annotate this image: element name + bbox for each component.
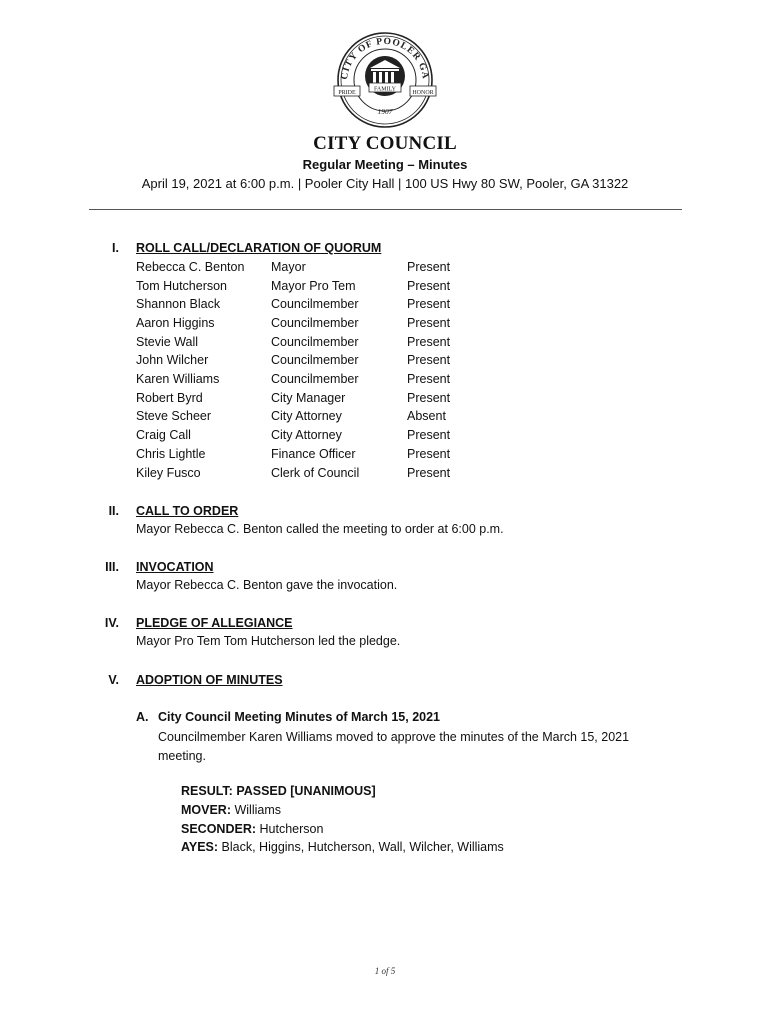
- member-name: Craig Call: [136, 428, 191, 442]
- ayes-value: Black, Higgins, Hutcherson, Wall, Wilcher, Williams: [221, 840, 504, 854]
- page-number: 1 of 5: [374, 966, 396, 976]
- member-status: Present: [407, 335, 451, 349]
- roll-call-row: [136, 428, 536, 446]
- seal-ring-text: CITY OF POOLER GA: [339, 36, 431, 81]
- member-name: Karen Williams: [136, 372, 220, 386]
- member-status: Present: [407, 260, 451, 274]
- seal-year: 1907: [377, 107, 393, 116]
- member-title: Councilmember: [271, 297, 359, 311]
- member-title: Clerk of Council: [271, 466, 360, 480]
- ayes-label: AYES:: [181, 840, 219, 854]
- section-heading: PLEDGE OF ALLEGIANCE: [136, 616, 293, 630]
- document-subtitle: Regular Meeting – Minutes: [302, 157, 468, 172]
- roll-call-row: [136, 335, 536, 353]
- roll-call-row: [136, 353, 536, 371]
- section-text: Mayor Pro Tem Tom Hutcherson led the pledge.: [136, 634, 401, 648]
- member-name: Rebecca C. Benton: [136, 260, 245, 274]
- roll-call-row: [136, 316, 536, 334]
- member-status: Present: [407, 447, 451, 461]
- vote-seconder: [181, 822, 323, 836]
- section-number: IV.: [104, 616, 119, 630]
- member-status: Present: [407, 466, 451, 480]
- section-number: III.: [105, 560, 119, 574]
- member-title: Mayor Pro Tem: [271, 279, 356, 293]
- member-name: Steve Scheer: [136, 409, 212, 423]
- agenda-item-heading: City Council Meeting Minutes of March 15, 2021: [158, 710, 441, 724]
- member-name: Chris Lightle: [136, 447, 206, 461]
- roll-call-row: [136, 260, 536, 278]
- section-heading: INVOCATION: [136, 560, 214, 574]
- member-title: Councilmember: [271, 335, 359, 349]
- seconder-label: SECONDER:: [181, 822, 257, 836]
- member-name: John Wilcher: [136, 353, 209, 367]
- member-title: Councilmember: [271, 316, 359, 330]
- seal-banner-right: HONOR: [412, 90, 434, 96]
- section-text: Mayor Rebecca C. Benton called the meeting to order at 6:00 p.m.: [136, 522, 504, 536]
- section-heading: CALL TO ORDER: [136, 504, 239, 518]
- vote-mover: [181, 803, 281, 817]
- member-title: Councilmember: [271, 353, 359, 367]
- motion-text: Councilmember Karen Williams moved to approve the minutes of the March 15, 2021 meeting.: [158, 730, 630, 763]
- member-title: City Manager: [271, 391, 346, 405]
- roll-call-row: [136, 372, 536, 390]
- member-title: Finance Officer: [271, 447, 356, 461]
- mover-value: Williams: [234, 803, 282, 817]
- seal-banner-left: PRIDE: [338, 90, 356, 96]
- member-status: Present: [407, 316, 451, 330]
- meeting-details: April 19, 2021 at 6:00 p.m. | Pooler City Hall | 100 US Hwy 80 SW, Pooler, GA 31322: [141, 176, 629, 191]
- member-name: Kiley Fusco: [136, 466, 201, 480]
- section-heading: ADOPTION OF MINUTES: [136, 673, 283, 687]
- seconder-value: Hutcherson: [259, 822, 324, 836]
- vote-ayes: [181, 840, 504, 854]
- roll-call-row: [136, 391, 536, 409]
- section-heading: ROLL CALL/DECLARATION OF QUORUM: [136, 241, 382, 255]
- document-title: CITY COUNCIL: [313, 133, 457, 154]
- roll-call-row: [136, 409, 536, 427]
- section-number: I.: [112, 241, 119, 255]
- member-status: Present: [407, 428, 451, 442]
- member-title: Councilmember: [271, 372, 359, 386]
- agenda-item-title: [136, 710, 440, 724]
- seal-banner-center: FAMILY: [374, 86, 396, 93]
- member-status: Present: [407, 279, 451, 293]
- roll-call-row: [136, 466, 536, 484]
- member-name: Aaron Higgins: [136, 316, 215, 330]
- member-status: Present: [407, 372, 451, 386]
- vote-result: RESULT: PASSED [UNANIMOUS]: [181, 784, 376, 798]
- member-status: Present: [407, 297, 451, 311]
- section-number: II.: [108, 504, 119, 518]
- member-title: Mayor: [271, 260, 306, 274]
- member-title: City Attorney: [271, 428, 342, 442]
- member-status: Absent: [407, 409, 446, 423]
- member-name: Tom Hutcherson: [136, 279, 228, 293]
- mover-label: MOVER:: [181, 803, 231, 817]
- member-title: City Attorney: [271, 409, 342, 423]
- agenda-item-label: A.: [136, 710, 149, 724]
- city-seal-logo: [330, 30, 440, 130]
- section-number: V.: [108, 673, 119, 687]
- member-status: Present: [407, 391, 451, 405]
- roll-call-row: [136, 297, 536, 315]
- section-text: Mayor Rebecca C. Benton gave the invocation.: [136, 578, 398, 592]
- header-divider: [89, 209, 682, 210]
- roll-call-row: [136, 279, 536, 297]
- member-status: Present: [407, 353, 451, 367]
- roll-call-row: [136, 447, 536, 465]
- member-name: Robert Byrd: [136, 391, 203, 405]
- member-name: Stevie Wall: [136, 335, 199, 349]
- member-name: Shannon Black: [136, 297, 221, 311]
